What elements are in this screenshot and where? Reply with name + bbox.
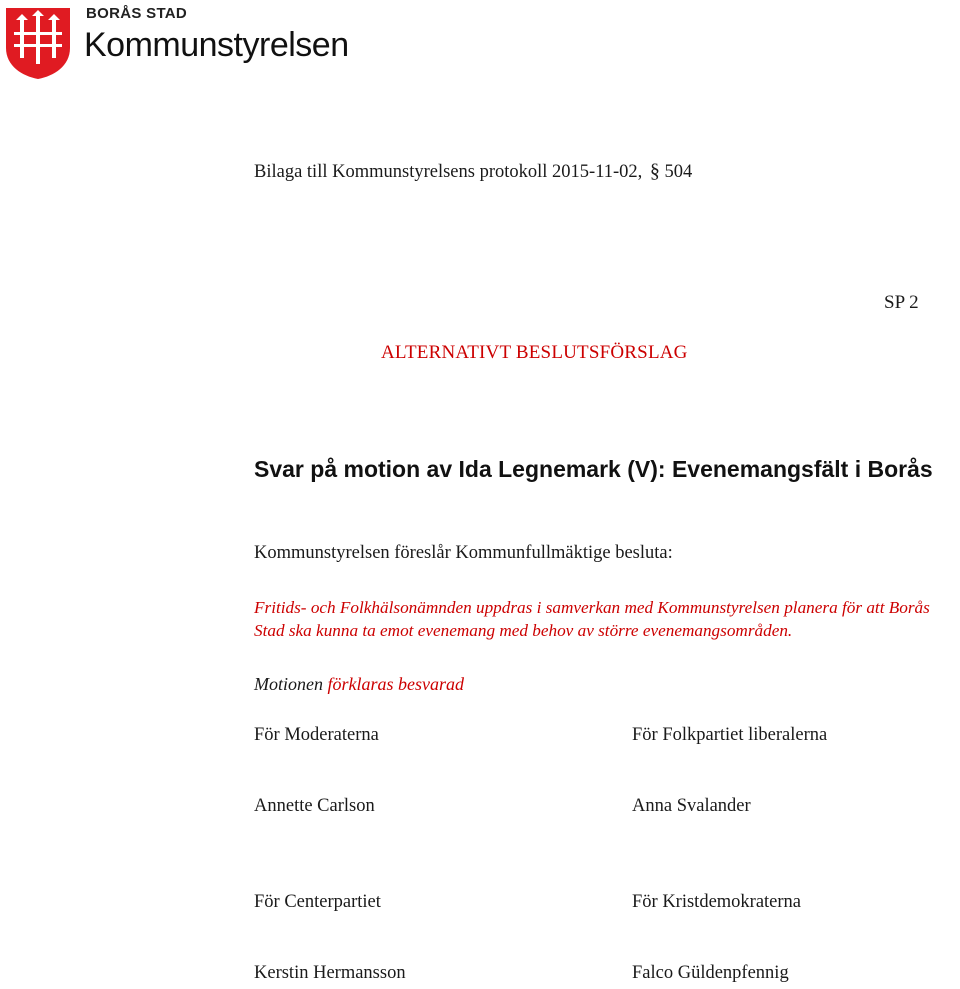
boras-coat-of-arms-logo <box>4 6 72 80</box>
motion-prefix: Motionen <box>254 674 323 694</box>
signature-name: Falco Güldenpfennig <box>632 963 789 983</box>
protocol-text: Bilaga till Kommunstyrelsens protokoll 2015-11-02, <box>254 162 643 182</box>
signature-party: För Folkpartiet liberalerna <box>632 725 828 745</box>
paragraph-symbol: § <box>649 160 660 182</box>
intro-text: Kommunstyrelsen föreslår Kommunfullmäktige besluta: <box>254 543 673 563</box>
org-name-large: Kommunstyrelsen <box>84 26 349 64</box>
signature-name: Anna Svalander <box>632 796 751 816</box>
signature-party: För Kristdemokraterna <box>632 892 802 912</box>
reference-code: SP 2 <box>884 292 919 313</box>
signature-party: För Centerpartiet <box>254 892 381 912</box>
motion-decision-text: förklaras besvarad <box>327 674 464 694</box>
proposal-text: Fritids- och Folkhälsonämnden uppdras i samverkan med Kommunstyrelsen planera för att Borås Stad ska kunna ta emot evenemang med behov av större evenemangsområden. <box>254 598 930 640</box>
signature-name: Annette Carlson <box>254 796 375 816</box>
document-title: Svar på motion av Ida Legnemark (V): Evenemangsfält i Borås <box>254 456 933 482</box>
signature-name: Kerstin Hermansson <box>254 963 406 983</box>
protocol-number: 504 <box>664 162 693 182</box>
protocol-line <box>254 160 692 183</box>
alternative-proposal-heading: ALTERNATIVT BESLUTSFÖRSLAG <box>381 342 688 363</box>
org-name-small: BORÅS STAD <box>86 5 188 22</box>
motion-decision <box>254 674 464 695</box>
signature-party: För Moderaterna <box>254 725 379 745</box>
